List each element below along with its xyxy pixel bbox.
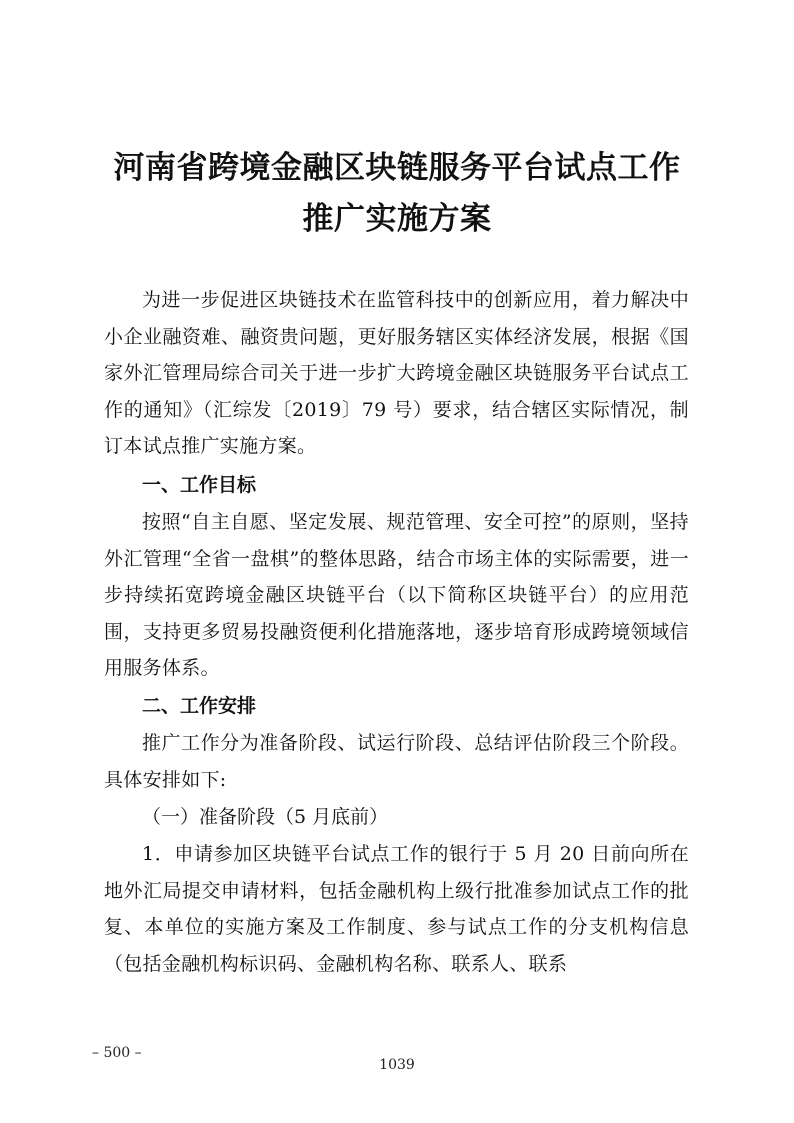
subsection-heading-preparation: （一）准备阶段（5 月底前） <box>142 806 389 828</box>
section-heading-arrangement: 二、工作安排 <box>142 695 257 717</box>
section-body-goals: 按照“自主自愿、坚定发展、规范管理、安全可控”的原则，坚持外汇管理“全省一盘棋”的整体思路，结合市场主体的实际需要，进一步持续拓宽跨境金融区块链平台（以下简称区块链平台）的应用范围，支持更多贸易投融资便利化措施落地，逐步培育形成跨境领域信用服务体系。 <box>104 511 689 680</box>
list-item-1: 1．申请参加区块链平台试点工作的银行于 5 月 20 日前向所在地外汇局提交申请材料，包括金融机构上级行批准参加试点工作的批复、本单位的实施方案及工作制度、参与试点工作的分支机构信息（包括金融机构标识码、金融机构名称、联系人、联系 <box>104 843 689 975</box>
section-body-arrangement: 推广工作分为准备阶段、试运行阶段、总结评估阶段三个阶段。具体安排如下: <box>104 732 689 791</box>
section-heading-goals: 一、工作目标 <box>142 474 257 496</box>
page-number-left: – 500 – <box>92 1045 142 1061</box>
page-number-center: 1039 <box>379 1057 415 1073</box>
document-title-line-2: 推广实施方案 <box>302 201 492 237</box>
document-title-line-1: 河南省跨境金融区块链服务平台试点工作 <box>113 150 681 186</box>
intro-paragraph: 为进一步促进区块链技术在监管科技中的创新应用，着力解决中小企业融资难、融资贵问题，更好服务辖区实体经济发展，根据《国家外汇管理局综合司关于进一步扩大跨境金融区块链服务平台试点工作的通知》（汇综发〔2019〕79 号）要求，结合辖区实际情况，制订本试点推广实施方案。 <box>104 289 689 458</box>
